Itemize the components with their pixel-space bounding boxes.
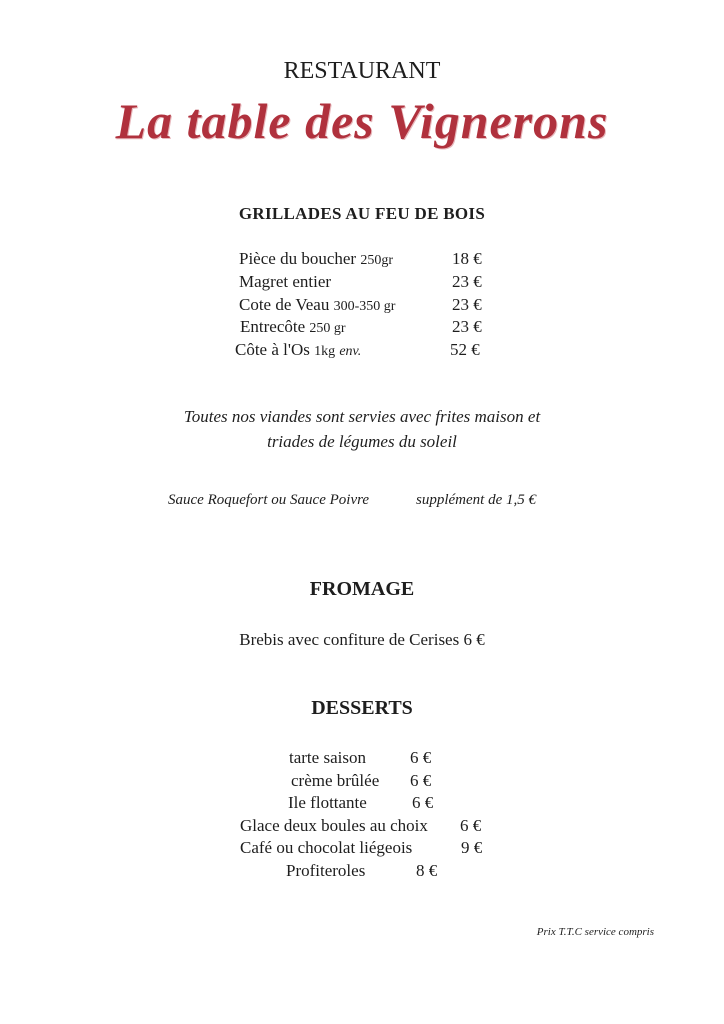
fromage-item: Brebis avec confiture de Cerises 6 € xyxy=(239,630,485,649)
garnish-note: Toutes nos viandes sont servies avec frites maison et triades de légumes du soleil xyxy=(183,407,541,451)
dessert-name: crème brûlée xyxy=(291,771,380,790)
dessert-price: 6 € xyxy=(410,771,432,790)
dessert-price: 8 € xyxy=(416,861,438,880)
menu-item-name: Entrecôte 250 gr xyxy=(240,317,346,336)
menu-item-price: 23 € xyxy=(452,295,482,314)
dessert-name: Glace deux boules au choix xyxy=(240,816,428,835)
dessert-price: 6 € xyxy=(460,816,482,835)
desserts-title: DESSERTS xyxy=(311,697,413,719)
footer-note: Prix T.T.C service compris xyxy=(536,926,654,938)
menu-item-name: Pièce du boucher 250gr xyxy=(239,249,393,268)
menu-item-name: Cote de Veau 300-350 gr xyxy=(239,295,396,314)
menu-item-price: 23 € xyxy=(452,317,482,336)
dessert-name: Profiteroles xyxy=(286,861,366,880)
dessert-price: 6 € xyxy=(412,793,434,812)
sauce-supplement: supplément de 1,5 € xyxy=(416,492,536,508)
dessert-price: 6 € xyxy=(410,748,432,767)
fromage-title: FROMAGE xyxy=(309,578,415,600)
menu-item-price: 52 € xyxy=(450,340,480,359)
dessert-name: Café ou chocolat liégeois xyxy=(240,838,413,857)
sauce-options: Sauce Roquefort ou Sauce Poivre xyxy=(168,492,370,508)
menu-item-name: Magret entier xyxy=(239,272,332,291)
dessert-name: Ile flottante xyxy=(288,793,367,812)
menu-item-name: Côte à l'Os 1kg env. xyxy=(235,340,362,359)
dessert-price: 9 € xyxy=(461,838,483,857)
menu-item-price: 23 € xyxy=(452,272,482,291)
dessert-name: tarte saison xyxy=(289,748,366,767)
restaurant-logo: La table des Vignerons xyxy=(115,93,609,149)
menu-item-price: 18 € xyxy=(452,249,482,268)
restaurant-label: RESTAURANT xyxy=(283,58,441,84)
grillades-title: GRILLADES AU FEU DE BOIS xyxy=(238,204,486,223)
